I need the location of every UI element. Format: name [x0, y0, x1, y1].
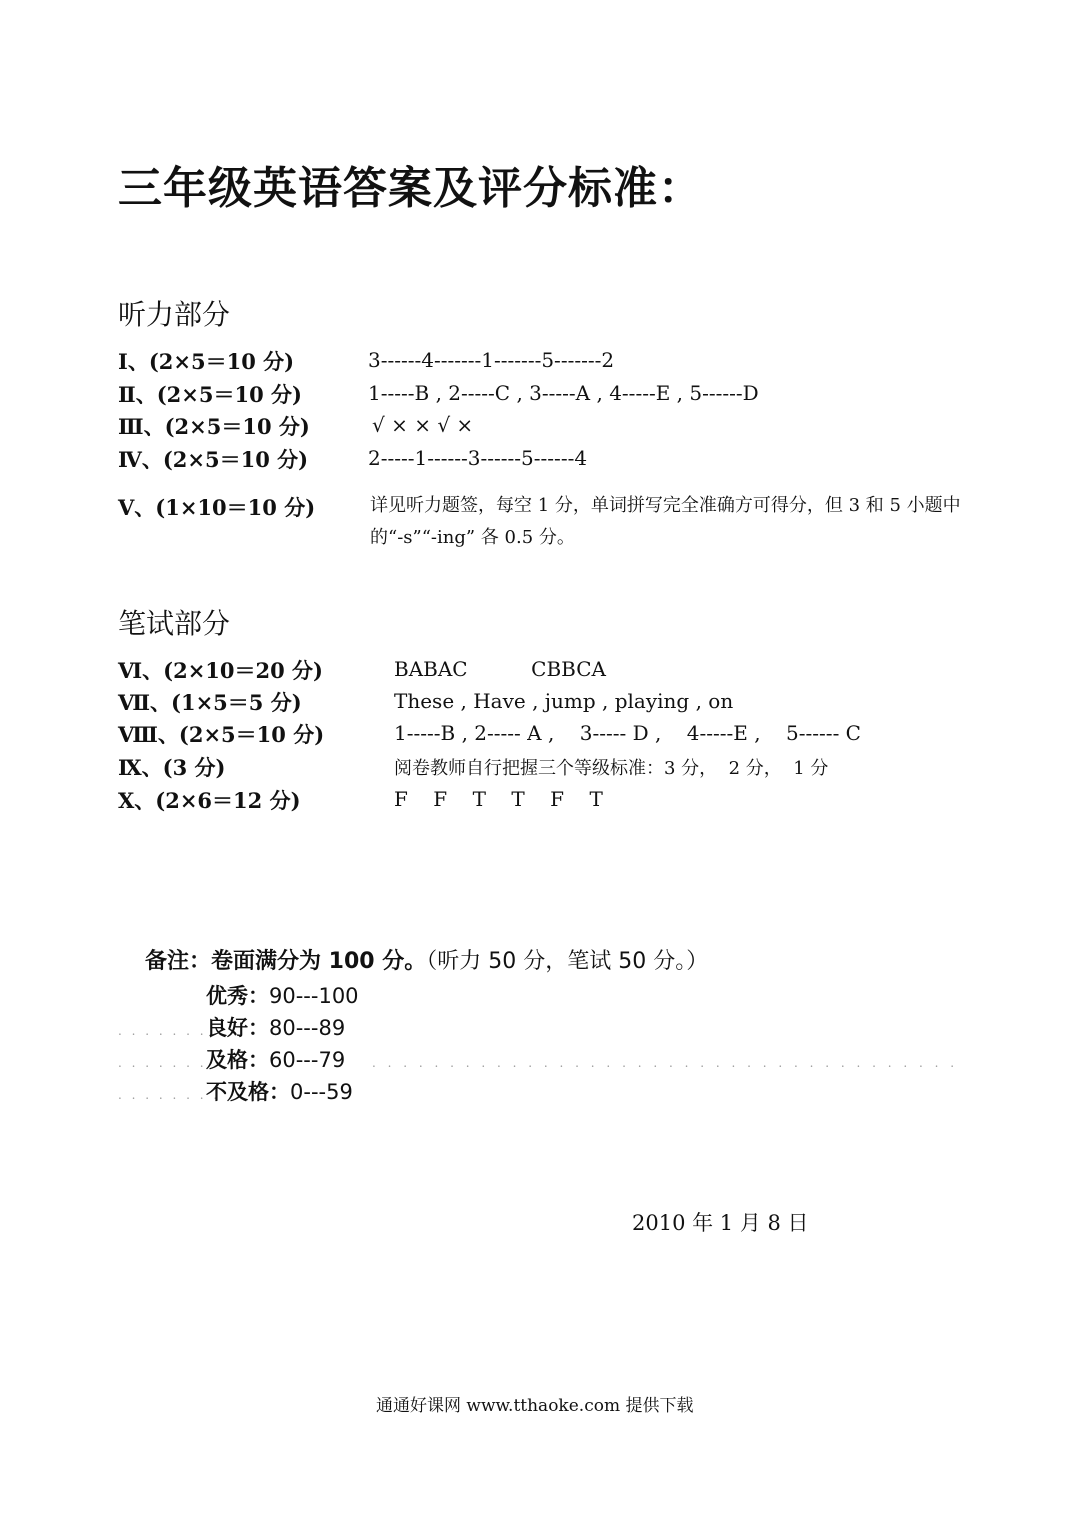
row-answer: 2-----1------3------5------4: [368, 446, 588, 470]
row-answer: √ × × √ ×: [372, 413, 474, 437]
grade-fail: 不及格：0---59: [206, 1080, 353, 1104]
grade-pass: 及格：60---79: [206, 1048, 346, 1072]
row-answer: F F T T F T: [394, 787, 603, 811]
row-label: Ⅶ、(1×5＝5 分): [118, 690, 302, 715]
note: [145, 944, 708, 975]
row-label: Ⅴ、(1×10＝10 分): [118, 495, 316, 520]
row-label: Ⅲ、(2×5＝10 分): [118, 414, 310, 439]
row-label: Ⅹ、(2×6＝12 分): [118, 788, 301, 813]
row-label: Ⅱ、(2×5＝10 分): [118, 382, 302, 407]
page-title: 三年级英语答案及评分标准：: [118, 163, 703, 214]
leader-dots: . . . . . . . . . . . . . . . . . . . . . . . . . . . . . . . . . . . . . .: [372, 1056, 959, 1070]
row-answer: 1-----B , 2----- A , 3----- D , 4-----E , 5------ C: [394, 721, 861, 745]
leader-dots: . . . . . . . .: [118, 1088, 221, 1102]
page-footer: 通通好课网 www.tthaoke.com 提供下载: [376, 1396, 694, 1416]
row-answer: BABAC CBBCA: [394, 657, 606, 681]
row-answer: 阅卷教师自行把握三个等级标准：3 分， 2 分， 1 分: [394, 758, 829, 779]
row-answer: 1-----B , 2-----C , 3-----A , 4-----E , 5------D: [368, 381, 759, 405]
leader-dots: . . . . . . . .: [118, 1056, 221, 1070]
row-label: Ⅰ、(2×5＝10 分): [118, 349, 295, 374]
written-heading: 笔试部分: [118, 607, 231, 640]
note-rest: （听力 50 分，笔试 50 分。）: [426, 949, 709, 974]
leader-dots: . . . . . . . .: [118, 1024, 221, 1038]
grade-excellent: 优秀：90---100: [206, 984, 359, 1008]
row-label: Ⅷ、(2×5＝10 分): [118, 722, 325, 747]
document-date: 2010 年 1 月 8 日: [632, 1211, 809, 1235]
row-answer: 3------4-------1-------5-------2: [368, 348, 615, 372]
row-answer: 详见听力题签，每空 1 分，单词拼写完全准确方可得分，但 3 和 5 小题中的“-s”“-ing” 各 0.5 分。: [370, 495, 961, 548]
grade-good: 良好：80---89: [206, 1016, 346, 1040]
listening-heading: 听力部分: [118, 298, 231, 331]
row-label: Ⅳ、(2×5＝10 分): [118, 447, 309, 472]
row-answer: These , Have , jump , playing , on: [394, 689, 734, 713]
note-bold: 备注：卷面满分为 100 分。: [145, 949, 427, 974]
row-label: Ⅸ、(3 分): [118, 755, 226, 780]
row-label: Ⅵ、(2×10＝20 分): [118, 658, 323, 683]
